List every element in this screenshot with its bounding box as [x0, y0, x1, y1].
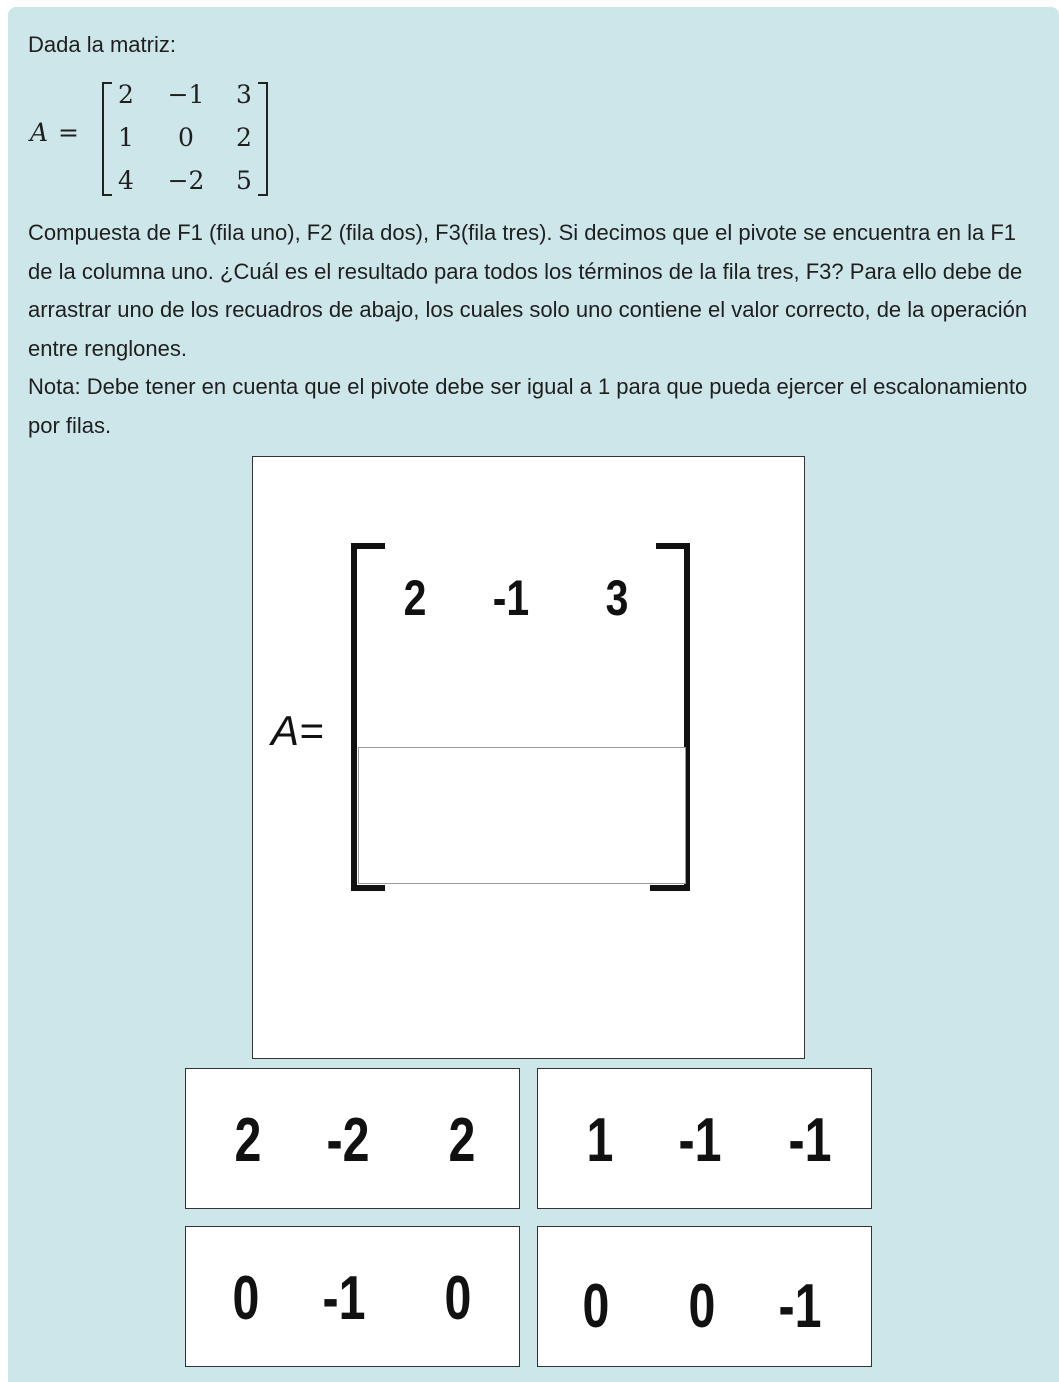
option-value: 0 — [232, 1264, 260, 1333]
dz-left-bracket-top — [351, 543, 385, 549]
option-value: -1 — [322, 1264, 366, 1333]
matrix-cell: −1 — [167, 80, 205, 109]
drop-zone-label: A= — [271, 707, 324, 754]
matrix-cell: 0 — [178, 123, 194, 152]
matrix-equation — [28, 80, 288, 198]
option-value: -1 — [678, 1106, 722, 1175]
dz-left-bracket — [351, 543, 357, 891]
dz-row1-value: -1 — [492, 570, 530, 626]
matrix-label: A — [30, 118, 49, 147]
option-value: 0 — [444, 1264, 472, 1333]
matrix-cell: 3 — [236, 80, 252, 109]
option-value: -2 — [326, 1106, 370, 1175]
option-value: -1 — [778, 1272, 822, 1341]
answer-option-4[interactable] — [537, 1226, 872, 1367]
dz-right-bracket-top — [656, 543, 690, 549]
question-body — [28, 214, 1038, 445]
dz-row1-value: 2 — [403, 570, 427, 626]
question-paragraph: Compuesta de F1 (fila uno), F2 (fila dos), F3(fila tres). Si decimos que el pivote se encuentra en la F1 de la columna uno. ¿Cuál es el resultado para todos los términos de la fila tres, F3? Para ello debe de arrastrar uno de los recuadros de abajo, los cuales solo uno contiene el valor correcto, de la operación entre renglones. — [28, 220, 1028, 361]
answer-option-1[interactable] — [185, 1068, 520, 1209]
question-prompt: Dada la matriz: — [28, 32, 176, 57]
option-value: 1 — [586, 1106, 614, 1175]
dz-row1-value: 3 — [605, 570, 629, 626]
question-note: Nota: Debe tener en cuenta que el pivote debe ser igual a 1 para que pueda ejercer el escalonamiento por filas. — [28, 374, 1028, 438]
matrix-cell: 5 — [236, 166, 252, 195]
matrix-cell: 4 — [118, 166, 134, 195]
equals-sign: = — [58, 118, 79, 147]
drop-zone-card — [252, 456, 805, 1059]
answer-option-3[interactable] — [185, 1226, 520, 1367]
dz-right-bracket-bottom — [650, 885, 690, 891]
matrix-cell: −2 — [167, 166, 205, 195]
matrix-cell: 2 — [236, 123, 252, 152]
answer-option-2[interactable] — [537, 1068, 872, 1209]
dz-left-bracket-bottom — [351, 885, 385, 891]
matrix-cell: 1 — [118, 123, 134, 152]
option-value: 2 — [448, 1106, 476, 1175]
option-value: 2 — [234, 1106, 262, 1175]
matrix-cell: 2 — [118, 80, 134, 109]
option-value: 0 — [688, 1272, 716, 1341]
option-value: 0 — [582, 1272, 610, 1341]
option-value: -1 — [788, 1106, 832, 1175]
drop-target-row3[interactable] — [358, 747, 686, 884]
